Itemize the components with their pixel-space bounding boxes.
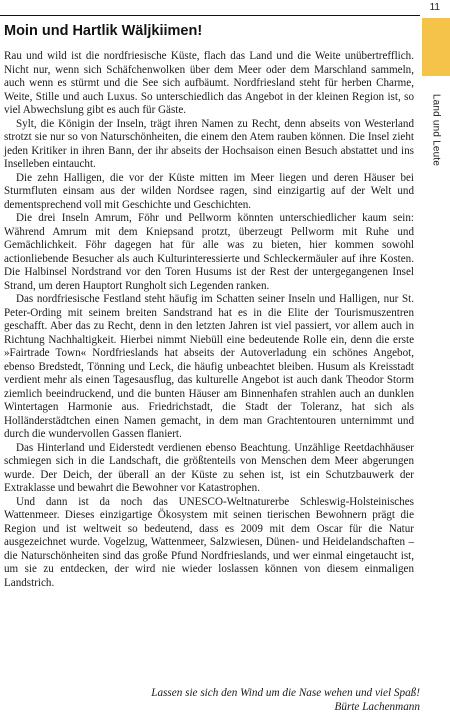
paragraph-1: Rau und wild ist die nordfriesische Küste, flach das Land und die Weite unübertrefflich. Nicht nur, wenn sich Schäfchenwolken über dem Meer oder dem Marschland sammeln, auch wenn es stürmt und die See sich aufbäumt. Nordfriesland steht für herben Charme, Weite, Stille und auch Luxus. So unterschiedlich das Angebot in der kleinen Region ist, so viel Abwechslung gibt es auch für Gäste. <box>4 50 414 116</box>
article <box>4 22 414 590</box>
header-rule <box>0 15 420 16</box>
page-number: 11 <box>429 2 440 13</box>
paragraph-7: Und dann ist da noch das UNESCO-Weltnaturerbe Schleswig-Holsteinisches Wattenmeer. Dieses einzigartige Ökosystem mit seinen tierischen Bewohnern prägt die Region und ist weltweit so bedeutend, dass es 2009 mit dem Oscar für die Natur ausgezeichnet wurde. Vogelzug, Wattenmeer, Salzwiesen, Dünen- und Heidelandschaften – die Naturschönheiten sind das große Pfund Nordfrieslands, und wer einmal eingetaucht ist, um sie zu entdecken, der wird nie wieder loslassen können von diesem einmaligen Landstrich. <box>4 495 414 589</box>
paragraph-4: Die drei Inseln Amrum, Föhr und Pellworm könnten unterschiedlicher kaum sein: Während Amrum mit dem Kniepsand protzt, überzeugt Pellworm mit Ruhe und Gemächlichkeit. Föhr dagegen hat für alle was zu bieten, hier kommen sowohl actionliebende Besucher als auch Kulturinteressierte und Schleckermäuler auf ihre Kosten. Die Halbinsel Nordstrand vor den Toren Husums ist der Rest der untergegangenen Insel Strand, um deren Hauptort Rungholt sich Legenden ranken. <box>4 212 414 292</box>
author-signature: Bürte Lachenmann <box>334 700 420 713</box>
section-tab <box>422 18 450 76</box>
closing-line: Lassen sie sich den Wind um die Nase wehen und viel Spaß! <box>151 687 420 699</box>
article-title: Moin und Hartlik Wäljkiimen! <box>4 23 203 39</box>
paragraph-6: Das Hinterland und Eiderstedt verdienen ebenso Beachtung. Unzählige Reetdachhäuser schmiegen sich in die Landschaft, die größtenteils von Menschen dem Meer abgerungen wurde. Der Deich, der überall an der Küste zu sehen ist, ist ein Schutzbauwerk der Extraklasse und bewahrt die Bewohner vor Katastrophen. <box>4 441 414 494</box>
section-label: Land und Leute <box>430 93 442 167</box>
closing <box>151 687 420 714</box>
paragraph-3: Die zehn Halligen, die vor der Küste mitten im Meer liegen und deren Häuser bei Sturmfluten einsam aus der wilden Nordsee ragen, sind einzigartig auf der Welt und dementsprechend voll mit Geschichte und Geschichten. <box>4 171 414 211</box>
paragraph-2: Sylt, die Königin der Inseln, trägt ihren Namen zu Recht, denn abseits von Westerland strotzt sie nur so von Naturschönheiten, die einem den Atem rauben können. Die Insel zieht jeden Kritiker in ihren Bann, der ihr abseits der Hochsaison einen Besuch abstattet und ins Inselleben eintaucht. <box>4 117 414 170</box>
paragraph-5: Das nordfriesische Festland steht häufig im Schatten seiner Inseln und Halligen, nur St. Peter-Ording mit seinem breiten Sandstrand hat es in die Elite der Tourismuszentren geschafft. Aber das zu Recht, denn in den letzten Jahren ist viel passiert, vor allem auch in Richtung Nachhaltigkeit. Hierbei nimmt Niebüll eine bedeutende Rolle ein, denn die erste »Fairtrade Town« Nordfrieslands hat abseits der Autoverladung ein schönes Angebot, ebenso Bredstedt, Tönning und Leck, die häufig unbeachtet bleiben. Husum als Kreisstadt verdient mehr als einen Tagesausflug, das kulturelle Angebot ist auch dank Theodor Storm ziemlich beeindruckend, und die bunten Häuser am Binnenhafen strahlen auch an dunklen Wintertagen Harmonie aus. Friedrichstadt, die Stadt der Toleranz, hat sich als Holländerstädtchen einen Namen gemacht, in dem man Grachtentouren unternimmt und durch die wundervollen Gassen flaniert. <box>4 293 414 440</box>
